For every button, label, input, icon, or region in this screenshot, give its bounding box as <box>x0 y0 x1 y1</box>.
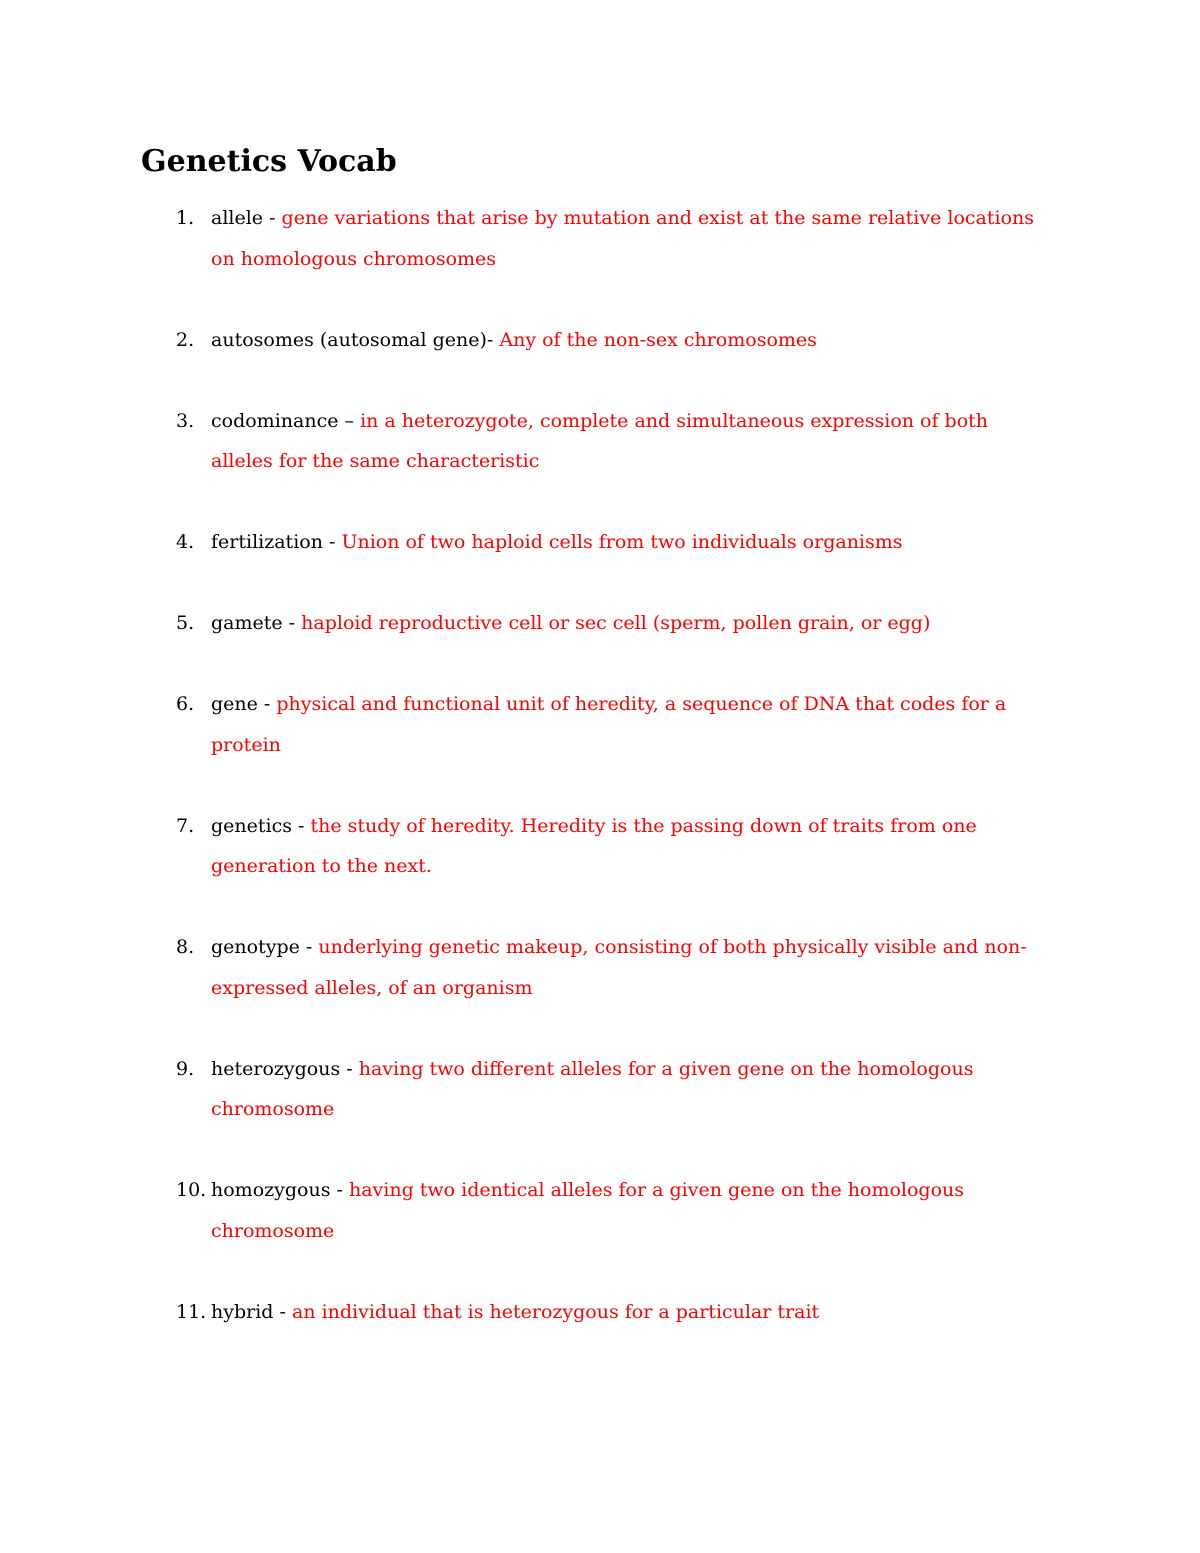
item-number: 10. <box>176 1179 207 1201</box>
item-number: 5. <box>176 612 195 634</box>
vocab-definition: physical and functional unit of heredity, a sequence of DNA that codes for a protein <box>211 693 1007 756</box>
vocab-list <box>0 198 1200 1373</box>
vocab-definition: Any of the non-sex chromosomes <box>499 328 817 351</box>
list-item <box>0 1292 1051 1333</box>
item-number: 9. <box>176 1057 195 1080</box>
vocab-term: allele <box>211 207 264 229</box>
vocab-definition: the study of heredity. Heredity is the passing down of traits from one generation to the next. <box>211 814 977 877</box>
vocab-term: genetics <box>211 814 292 837</box>
list-item <box>0 1170 1051 1251</box>
term-separator: - <box>273 1300 292 1323</box>
term-separator: - <box>282 612 302 634</box>
term-separator: - <box>292 814 311 837</box>
vocab-term: homozygous <box>211 1179 331 1201</box>
vocab-definition: gene variations that arise by mutation and exist at the same relative locations on homologous chromosomes <box>211 207 1035 270</box>
vocab-definition: having two identical alleles for a given gene on the homologous chromosome <box>211 1179 965 1242</box>
term-separator: - <box>486 328 500 351</box>
item-number: 2. <box>176 328 195 351</box>
list-item <box>0 320 1051 361</box>
vocab-definition: an individual that is heterozygous for a particular trait <box>291 1300 820 1323</box>
term-separator: – <box>338 409 361 432</box>
term-separator: - <box>299 936 319 958</box>
vocab-term: heterozygous <box>211 1057 341 1080</box>
item-number: 3. <box>176 409 195 432</box>
list-item <box>0 603 1051 644</box>
item-number: 11. <box>176 1300 207 1323</box>
vocab-definition: having two different alleles for a given gene on the homologous chromosome <box>211 1057 974 1120</box>
term-separator: - <box>340 1057 359 1080</box>
item-number: 6. <box>176 693 195 715</box>
list-item <box>0 198 1051 279</box>
vocab-term: gene <box>211 693 258 715</box>
list-item <box>0 522 1051 563</box>
term-separator: - <box>322 531 342 553</box>
vocab-definition: in a heterozygote, complete and simultaneous expression of both alleles for the same characteristic <box>211 409 989 472</box>
vocab-term: genotype <box>211 936 300 958</box>
page-title: Genetics Vocab <box>141 144 397 179</box>
item-number: 4. <box>176 531 195 553</box>
list-item <box>0 1049 1051 1130</box>
vocab-definition: Union of two haploid cells from two individuals organisms <box>341 531 903 553</box>
vocab-term: codominance <box>211 409 339 432</box>
item-number: 1. <box>176 207 195 229</box>
term-separator: - <box>263 207 282 229</box>
vocab-term: gamete <box>211 612 283 634</box>
term-separator: - <box>330 1179 349 1201</box>
vocab-definition: haploid reproductive cell or sec cell (sperm, pollen grain, or egg) <box>301 612 931 634</box>
item-number: 7. <box>176 814 195 837</box>
vocab-term: autosomes (autosomal gene) <box>211 328 487 351</box>
item-number: 8. <box>176 936 195 958</box>
vocab-definition: underlying genetic makeup, consisting of both physically visible and non-expressed alleles, of an organism <box>211 936 1027 999</box>
list-item <box>0 684 1051 765</box>
list-item <box>0 927 1051 1008</box>
term-separator: - <box>257 693 277 715</box>
vocab-term: hybrid <box>211 1300 274 1323</box>
list-item <box>0 806 1051 887</box>
vocab-term: fertilization <box>211 531 323 553</box>
list-item <box>0 401 1051 482</box>
